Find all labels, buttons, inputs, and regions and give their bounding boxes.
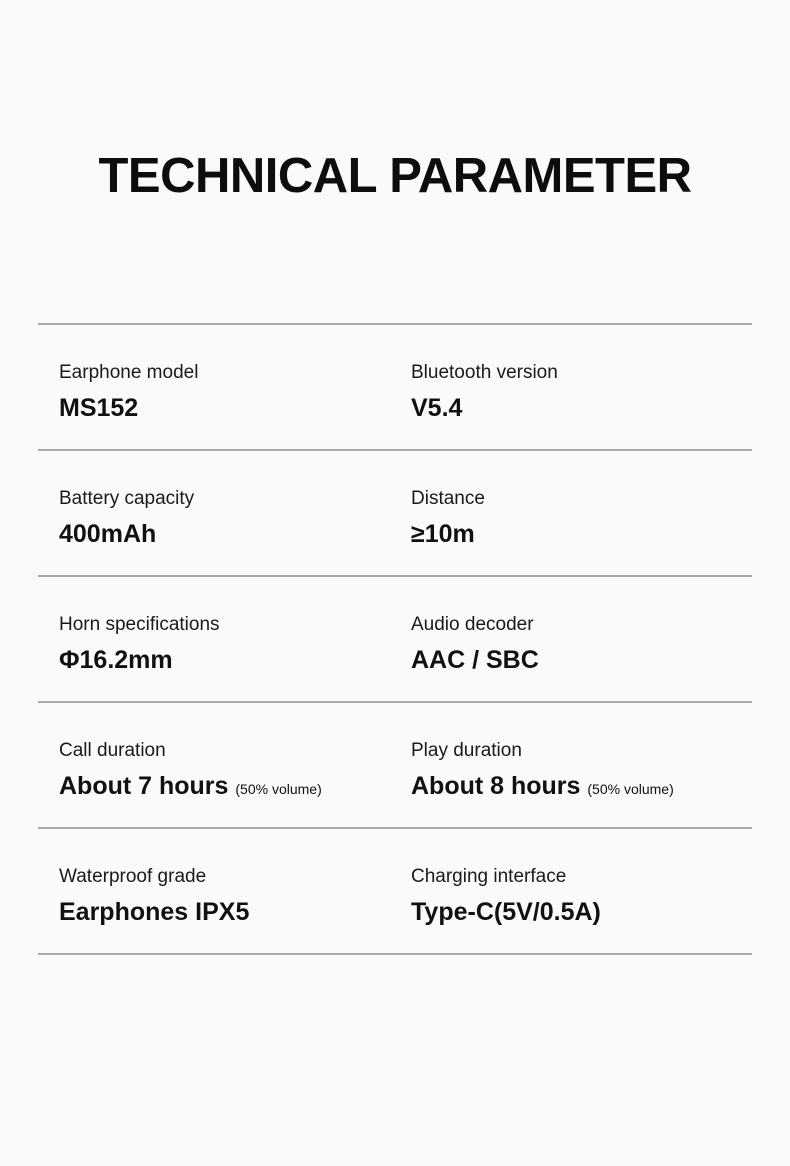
spec-row — [38, 703, 752, 829]
spec-value — [59, 772, 411, 803]
spec-cell — [411, 829, 752, 953]
spec-label: Charging interface — [411, 866, 567, 887]
spec-note: (50% volume) — [587, 781, 674, 797]
spec-cell — [38, 703, 411, 827]
spec-cell — [38, 829, 411, 953]
spec-label: Play duration — [411, 740, 522, 761]
spec-table — [38, 323, 752, 955]
spec-value-text: V5.4 — [411, 394, 463, 422]
spec-value-text: Earphones IPX5 — [59, 898, 250, 926]
spec-value-text: Φ16.2mm — [59, 646, 173, 674]
spec-label: Call duration — [59, 740, 166, 761]
spec-cell — [38, 451, 411, 575]
spec-note: (50% volume) — [235, 781, 322, 797]
spec-cell — [38, 577, 411, 701]
page-title: TECHNICAL PARAMETER — [98, 149, 692, 203]
spec-value-text: About 8 hours — [411, 772, 581, 800]
spec-row — [38, 829, 752, 955]
spec-label: Bluetooth version — [411, 362, 558, 383]
spec-cell — [411, 703, 752, 827]
spec-value — [59, 394, 411, 422]
spec-value — [59, 898, 411, 926]
spec-value-text: MS152 — [59, 394, 139, 422]
spec-value — [411, 646, 752, 674]
spec-value-text: 400mAh — [59, 520, 157, 548]
spec-value — [411, 520, 752, 548]
spec-label: Earphone model — [59, 362, 199, 383]
spec-cell — [411, 577, 752, 701]
spec-row — [38, 577, 752, 703]
spec-row — [38, 451, 752, 577]
spec-value — [59, 646, 411, 674]
spec-value — [411, 898, 752, 926]
spec-value — [411, 772, 752, 803]
spec-value — [59, 520, 411, 548]
spec-label: Horn specifications — [59, 614, 220, 635]
spec-cell — [411, 451, 752, 575]
spec-label: Battery capacity — [59, 488, 195, 509]
spec-cell — [38, 325, 411, 449]
spec-value-text: Type-C(5V/0.5A) — [411, 898, 601, 926]
spec-value-text: ≥10m — [411, 520, 475, 548]
spec-label: Waterproof grade — [59, 866, 207, 887]
spec-label: Distance — [411, 488, 485, 509]
spec-value-text: AAC / SBC — [411, 646, 539, 674]
spec-value-text: About 7 hours — [59, 772, 229, 800]
spec-row — [38, 325, 752, 451]
spec-cell — [411, 325, 752, 449]
spec-label: Audio decoder — [411, 614, 534, 635]
spec-value — [411, 394, 752, 422]
